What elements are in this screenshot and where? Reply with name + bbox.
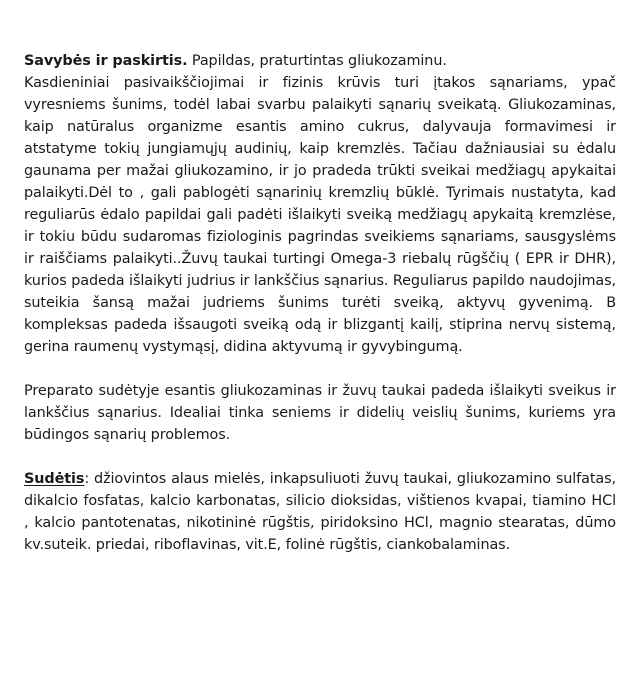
usage-body: Preparato sudėtyje esantis gliukozaminas ir žuvų taukai padeda išlaikyti sveikus ir lankščius sąnarius. Idealiai tinka seniems ir didelių veislių šunims, kuriems yra būdingos sąnarių problemos.: [24, 383, 616, 443]
properties-subtitle: Papildas, praturtintas gliukozaminu.: [187, 53, 447, 69]
properties-heading: Savybės ir paskirtis.: [24, 53, 188, 69]
ingredients-paragraph: [24, 468, 616, 556]
ingredients-body: : džiovintos alaus mielės, inkapsuliuoti žuvų taukai, gliukozamino sulfatas, dikalcio fosfatas, kalcio karbonatas, silicio dioksidas, vištienos kvapai, tiamino HCl , kalcio pantotenatas, nikotininė rūgštis, piridoksino HCl, magnio stearatas, dūmo kv.suteik. priedai, riboflavinas, vit.E, folinė rūgštis, ciankobalaminas.: [24, 471, 616, 553]
properties-body: Kasdieniniai pasivaikščiojimai ir fizinis krūvis turi įtakos sąnariams, ypač vyresniems šunims, todėl labai svarbu palaikyti sąnarių sveikatą. Gliukozaminas, kaip natūralus organizme esantis amino cukrus, dalyvauja formavimesi ir atstatyme tokių jungiamųjų audinių, kaip kremzlės. Tačiau dažniausiai su ėdalu gaunama per mažai gliukozamino, ir jo pradeda trūkti sveikai medžiagų apykaitai palaikyti.Dėl to , gali pablogėti sąnarinių kremzlių būklė. Tyrimais nustatyta, kad reguliarūs ėdalo papildai gali padėti išlaikyti sveiką medžiagų apykaitą kremzlėse, ir tokiu būdu sudaromas fiziologinis pagrindas sveikiems sąnariams, sausgyslėms ir raiščiams palaikyti..Žuvų taukai turtingi Omega-3 riebalų rūgščių ( EPR ir DHR), kurios padeda išlaikyti judrius ir lankščius sąnarius. Reguliarus papildo naudojimas, suteikia šansą mažai judriems šunims turėti sveiką, aktyvų gyvenimą. B kompleksas padeda išsaugoti sveiką odą ir blizgantį kailį, stiprina nervų sistemą, gerina raumenų vystymąsį, didina aktyvumą ir gyvybingumą.: [24, 75, 616, 355]
usage-paragraph: [24, 380, 616, 446]
ingredients-heading: Sudėtis: [24, 471, 85, 487]
description-content: [24, 50, 616, 556]
properties-title-line: [24, 50, 616, 72]
properties-paragraph: [24, 50, 616, 358]
